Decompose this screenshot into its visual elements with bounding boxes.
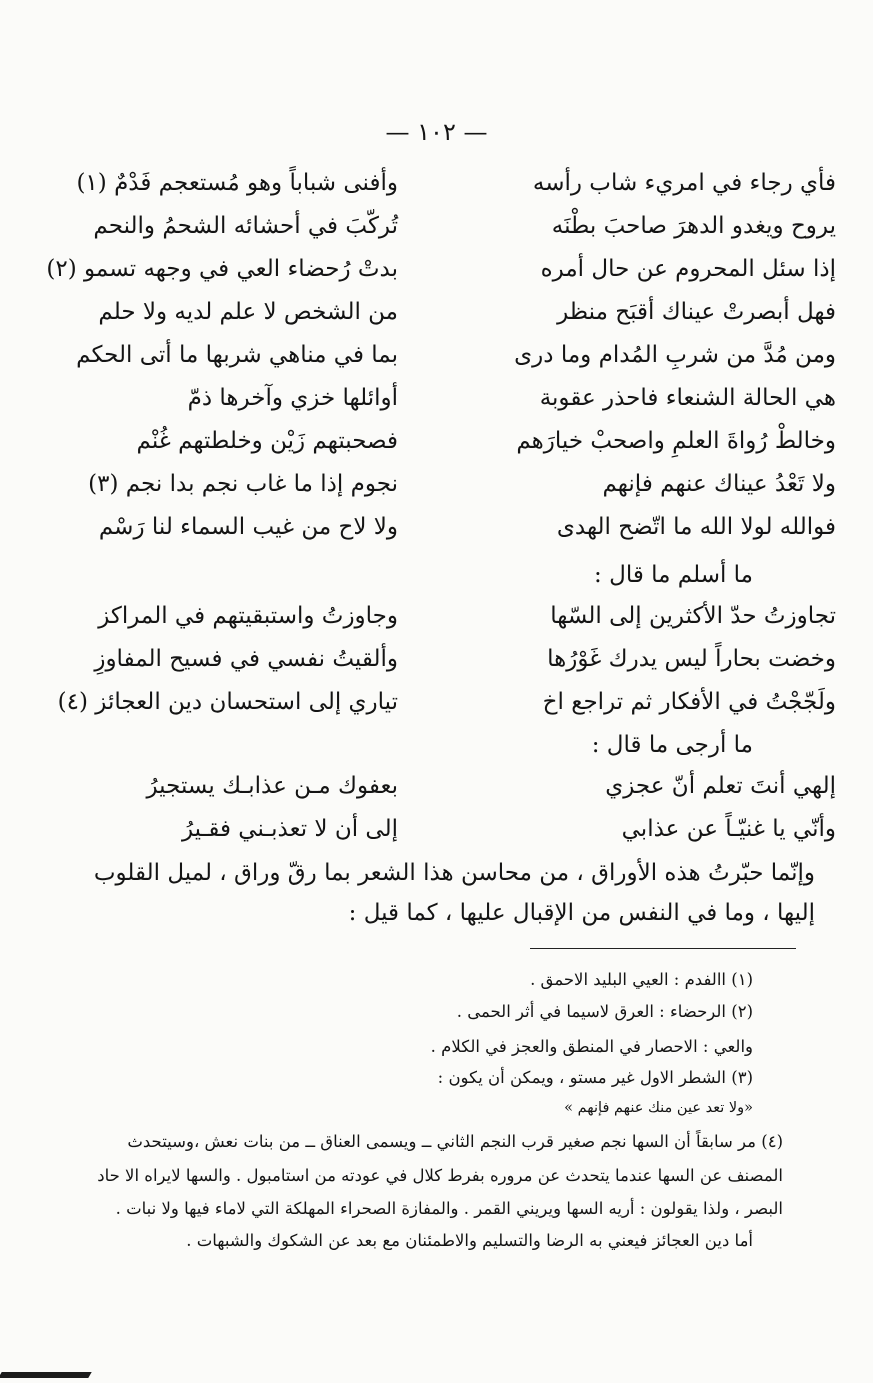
- verse-second-hemistich: بدتْ رُحضاء العي في وجهه تسمو (٢): [46, 256, 398, 282]
- verse-first-hemistich: ولا تَعْدُ عيناك عنهم فإنهم: [602, 471, 836, 497]
- verse-first-hemistich: فأي رجاء في امريء شاب رأسه: [532, 170, 836, 196]
- verse-second-hemistich: إلى أن لا تعذبـني فقـيرُ: [181, 816, 398, 842]
- verse-line: [60, 342, 836, 378]
- verse-line: [60, 816, 836, 852]
- footnote-4-line-4: أما دين العجائز فيعني به الرضا والتسليم والاطمئنان مع بعد عن الشكوك والشبهات .: [186, 1231, 753, 1250]
- page-number: — ١٠٢ —: [385, 118, 488, 146]
- footnote-divider: [530, 948, 796, 949]
- verse-line: [60, 170, 836, 206]
- verse-second-hemistich: وأفنى شباباً وهو مُستعجم فَدْمٌ (١): [76, 170, 398, 196]
- verse-second-hemistich: وألقيتُ نفسي في فسيح المفاوزِ: [94, 646, 398, 672]
- verse-first-hemistich: فهل أبصرتْ عيناك أقبَح منظر: [557, 299, 836, 325]
- verse-line: [46, 256, 836, 292]
- verse-second-hemistich: بما في مناهي شربها ما أتى الحكم: [76, 342, 398, 368]
- scan-edge-mark: [0, 1372, 92, 1378]
- prose-line-1: وإنّما حبّرتُ هذه الأوراق ، من محاسن هذا الشعر بما رقّ وراق ، لميل القلوب: [93, 860, 815, 886]
- footnote-3-alt-verse: «ولا تعد عين منك عنهم فإنهم »: [564, 1100, 753, 1116]
- intro-heading-3: ما أرجى ما قال :: [591, 732, 753, 758]
- verse-line: [60, 428, 836, 464]
- verse-second-hemistich: أوائلها خزي وآخرها ذمّ: [187, 385, 398, 411]
- footnote-4-line-3: البصر ، ولذا يقولون : أريه السها ويريني القمر . والمفازة الصحراء المهلكة التي لاماء فيها ولا نبات .: [115, 1199, 783, 1218]
- verse-first-hemistich: تجاوزتُ حدّ الأكثرين إلى السّها: [550, 603, 836, 629]
- verse-first-hemistich: ولَجّجْتُ في الأفكار ثم تراجع اخ: [542, 689, 836, 715]
- intro-heading-2: ما أسلم ما قال :: [594, 562, 753, 588]
- verse-first-hemistich: هي الحالة الشنعاء فاحذر عقوبة: [539, 385, 836, 411]
- footnote-2-continued: والعي : الاحصار في المنطق والعجز في الكلام .: [430, 1037, 753, 1056]
- verse-second-hemistich: بعفوك مـن عذابـك يستجيرُ: [146, 773, 398, 799]
- footnote-2: (٢) الرحضاء : العرق لاسيما في أثر الحمى .: [456, 1002, 753, 1021]
- verse-line: [60, 213, 836, 249]
- verse-first-hemistich: وخضت بحاراً ليس يدرك غَوْرُها: [547, 646, 836, 672]
- verse-second-hemistich: ولا لاح من غيب السماء لنا رَسْم: [98, 514, 398, 540]
- footnote-1: (١) االفدم : العيي البليد الاحمق .: [530, 970, 753, 989]
- verse-first-hemistich: ومن مُدَّ من شربِ المُدام وما درى: [514, 342, 836, 368]
- verse-line: [60, 603, 836, 639]
- verse-first-hemistich: إلهي أنتَ تعلم أنّ عجزي: [605, 773, 836, 799]
- verse-second-hemistich: تُركّبَ في أحشائه الشحمُ والنحم: [93, 213, 398, 239]
- verse-second-hemistich: وجاوزتُ واستبقيتهم في المراكز: [98, 603, 398, 629]
- verse-first-hemistich: إذا سئل المحروم عن حال أمره: [540, 256, 836, 282]
- verse-second-hemistich: نجوم إذا ما غاب نجم بدا نجم (٣): [88, 471, 398, 497]
- verse-line: [60, 773, 836, 809]
- verse-line: [57, 689, 836, 725]
- verse-line: [60, 646, 836, 682]
- verse-line: [60, 299, 836, 335]
- prose-line-2: إليها ، وما في النفس من الإقبال عليها ، كما قيل :: [348, 900, 815, 926]
- verse-second-hemistich: فصحبتهم زَيْن وخلطتهم غُنْم: [136, 428, 398, 454]
- verse-line: [60, 385, 836, 421]
- verse-first-hemistich: وخالطْ رُواةَ العلمِ واصحبْ خيارَهم: [516, 428, 836, 454]
- verse-first-hemistich: يروح ويغدو الدهرَ صاحبَ بطْنَه: [551, 213, 836, 239]
- footnote-4-line-1: (٤) مر سابقاً أن السها نجم صغير قرب النجم الثاني ــ ويسمى العناق ــ من بنات نعش ،وسيتحدث: [127, 1132, 783, 1151]
- footnote-4-line-2: المصنف عن السها عندما يتحدث عن مروره بفرط كلال في عودته من استامبول . والسها لايراه الا حاد: [97, 1166, 783, 1185]
- verse-line: [60, 514, 836, 550]
- verse-second-hemistich: من الشخص لا علم لديه ولا حلم: [98, 299, 398, 325]
- verse-second-hemistich: تياري إلى استحسان دين العجائز (٤): [57, 689, 398, 715]
- footnote-3: (٣) الشطر الاول غير مستو ، ويمكن أن يكون :: [437, 1068, 753, 1087]
- verse-line: [60, 471, 836, 507]
- verse-first-hemistich: وأنّي يا غنيّـاً عن عذابي: [621, 816, 836, 842]
- verse-first-hemistich: فوالله لولا الله ما اتّضح الهدى: [556, 514, 836, 540]
